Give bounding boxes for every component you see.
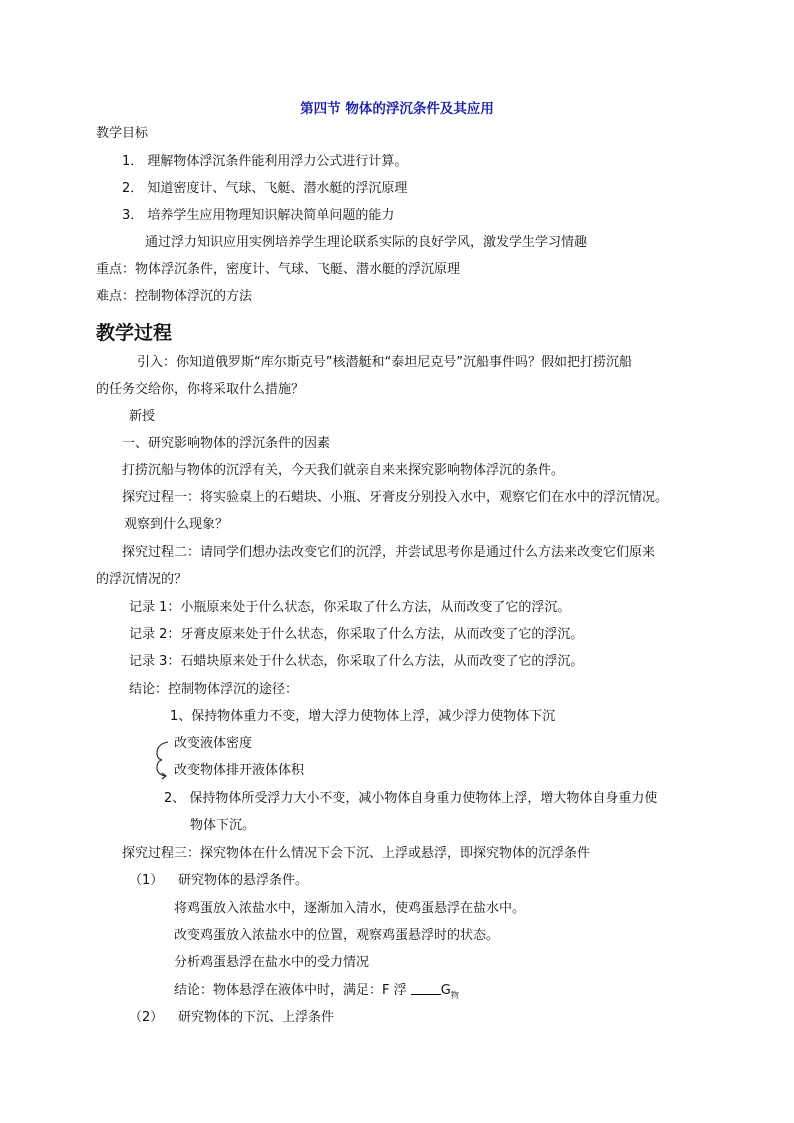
goals-heading: 教学目标 (96, 126, 149, 141)
paragraph: 探究过程一：将实验桌上的石蜡块、小瓶、牙膏皮分别投入水中，观察它们在水中的浮沉情况。 (122, 490, 669, 505)
way-item: 1、保持物体重力不变，增大浮力使物体上浮，减少浮力使物体下沉 (170, 709, 556, 724)
intro-line: 引入：你知道俄罗斯“库尔斯克号”核潜艇和“泰坦尼克号”沉船事件吗？假如把打捞沉船 (137, 355, 632, 370)
paragraph: 的浮沉情况的？ (96, 572, 188, 587)
step-item: 改变鸡蛋放入浓盐水中的位置，观察鸡蛋悬浮时的状态。 (174, 928, 500, 943)
step-item: 分析鸡蛋悬浮在盐水中的受力情况 (174, 955, 370, 970)
result-g: G (440, 983, 451, 998)
result-subscript: 物 (450, 990, 459, 1000)
intro-line: 的任务交给你，你将采取什么措施？ (96, 382, 305, 397)
list-label: （2） (129, 1010, 164, 1025)
result-text: 结论：物体悬浮在液体中时，满足：F 浮 (174, 983, 411, 998)
section-heading: 一、研究影响物体的浮沉条件的因素 (122, 436, 331, 451)
new-lesson: 新授 (129, 409, 156, 424)
key-points: 重点：物体浮沉条件，密度计、气球、飞艇、潜水艇的浮沉原理 (96, 262, 461, 277)
paragraph: 探究过程二：请同学们想办法改变它们的沉浮，并尝试思考你是通过什么方法来改变它们原来 (122, 545, 656, 560)
sub-item: 改变液体密度 (174, 736, 253, 751)
page-title: 第四节 物体的浮沉条件及其应用 (300, 101, 494, 117)
conclusion: 结论：控制物体浮沉的途径： (129, 682, 299, 697)
difficulty: 难点：控制物体浮沉的方法 (96, 289, 253, 304)
goal-item: 1． 理解物体浮沉条件能利用浮力公式进行计算。 (122, 154, 408, 169)
record-item: 记录 3：石蜡块原来处于什么状态，你采取了什么方法，从而改变了它的浮沉。 (129, 654, 584, 669)
paragraph: 打捞沉船与物体的沉浮有关，今天我们就亲自来来探究影响物体浮沉的条件。 (122, 463, 565, 478)
way-item: 物体下沉。 (190, 818, 256, 833)
record-item: 记录 1：小瓶原来处于什么状态，你采取了什么方法，从而改变了它的浮沉。 (129, 600, 571, 615)
paragraph: 观察到什么现象？ (124, 517, 229, 532)
step-item: 将鸡蛋放入浓盐水中，逐渐加入清水，使鸡蛋悬浮在盐水中。 (174, 901, 526, 916)
goal-extra: 通过浮力知识应用实例培养学生理论联系实际的良好学风，激发学生学习情趣 (145, 235, 588, 250)
list-text: 研究物体的下沉、上浮条件 (178, 1010, 335, 1025)
answer-blank (411, 981, 441, 995)
result-line (174, 981, 459, 1005)
process-heading: 教学过程 (96, 322, 173, 344)
way-item: 2、 保持物体所受浮力大小不变，减小物体自身重力使物体上浮，增大物体自身重力使 (164, 791, 658, 806)
sub-item: 改变物体排开液体体积 (174, 763, 305, 778)
record-item: 记录 2：牙膏皮原来处于什么状态，你采取了什么方法，从而改变了它的浮沉。 (129, 627, 584, 642)
paragraph: 探究过程三：探究物体在什么情况下会下沉、上浮或悬浮，即探究物体的沉浮条件 (122, 846, 591, 861)
list-text: 研究物体的悬浮条件。 (178, 873, 309, 888)
goal-item: 2． 知道密度计、气球、飞艇、潜水艇的浮沉原理 (122, 181, 408, 196)
list-label: （1） (129, 873, 164, 888)
brace-arrow-icon (153, 740, 175, 780)
goal-item: 3． 培养学生应用物理知识解决简单问题的能力 (122, 208, 395, 223)
